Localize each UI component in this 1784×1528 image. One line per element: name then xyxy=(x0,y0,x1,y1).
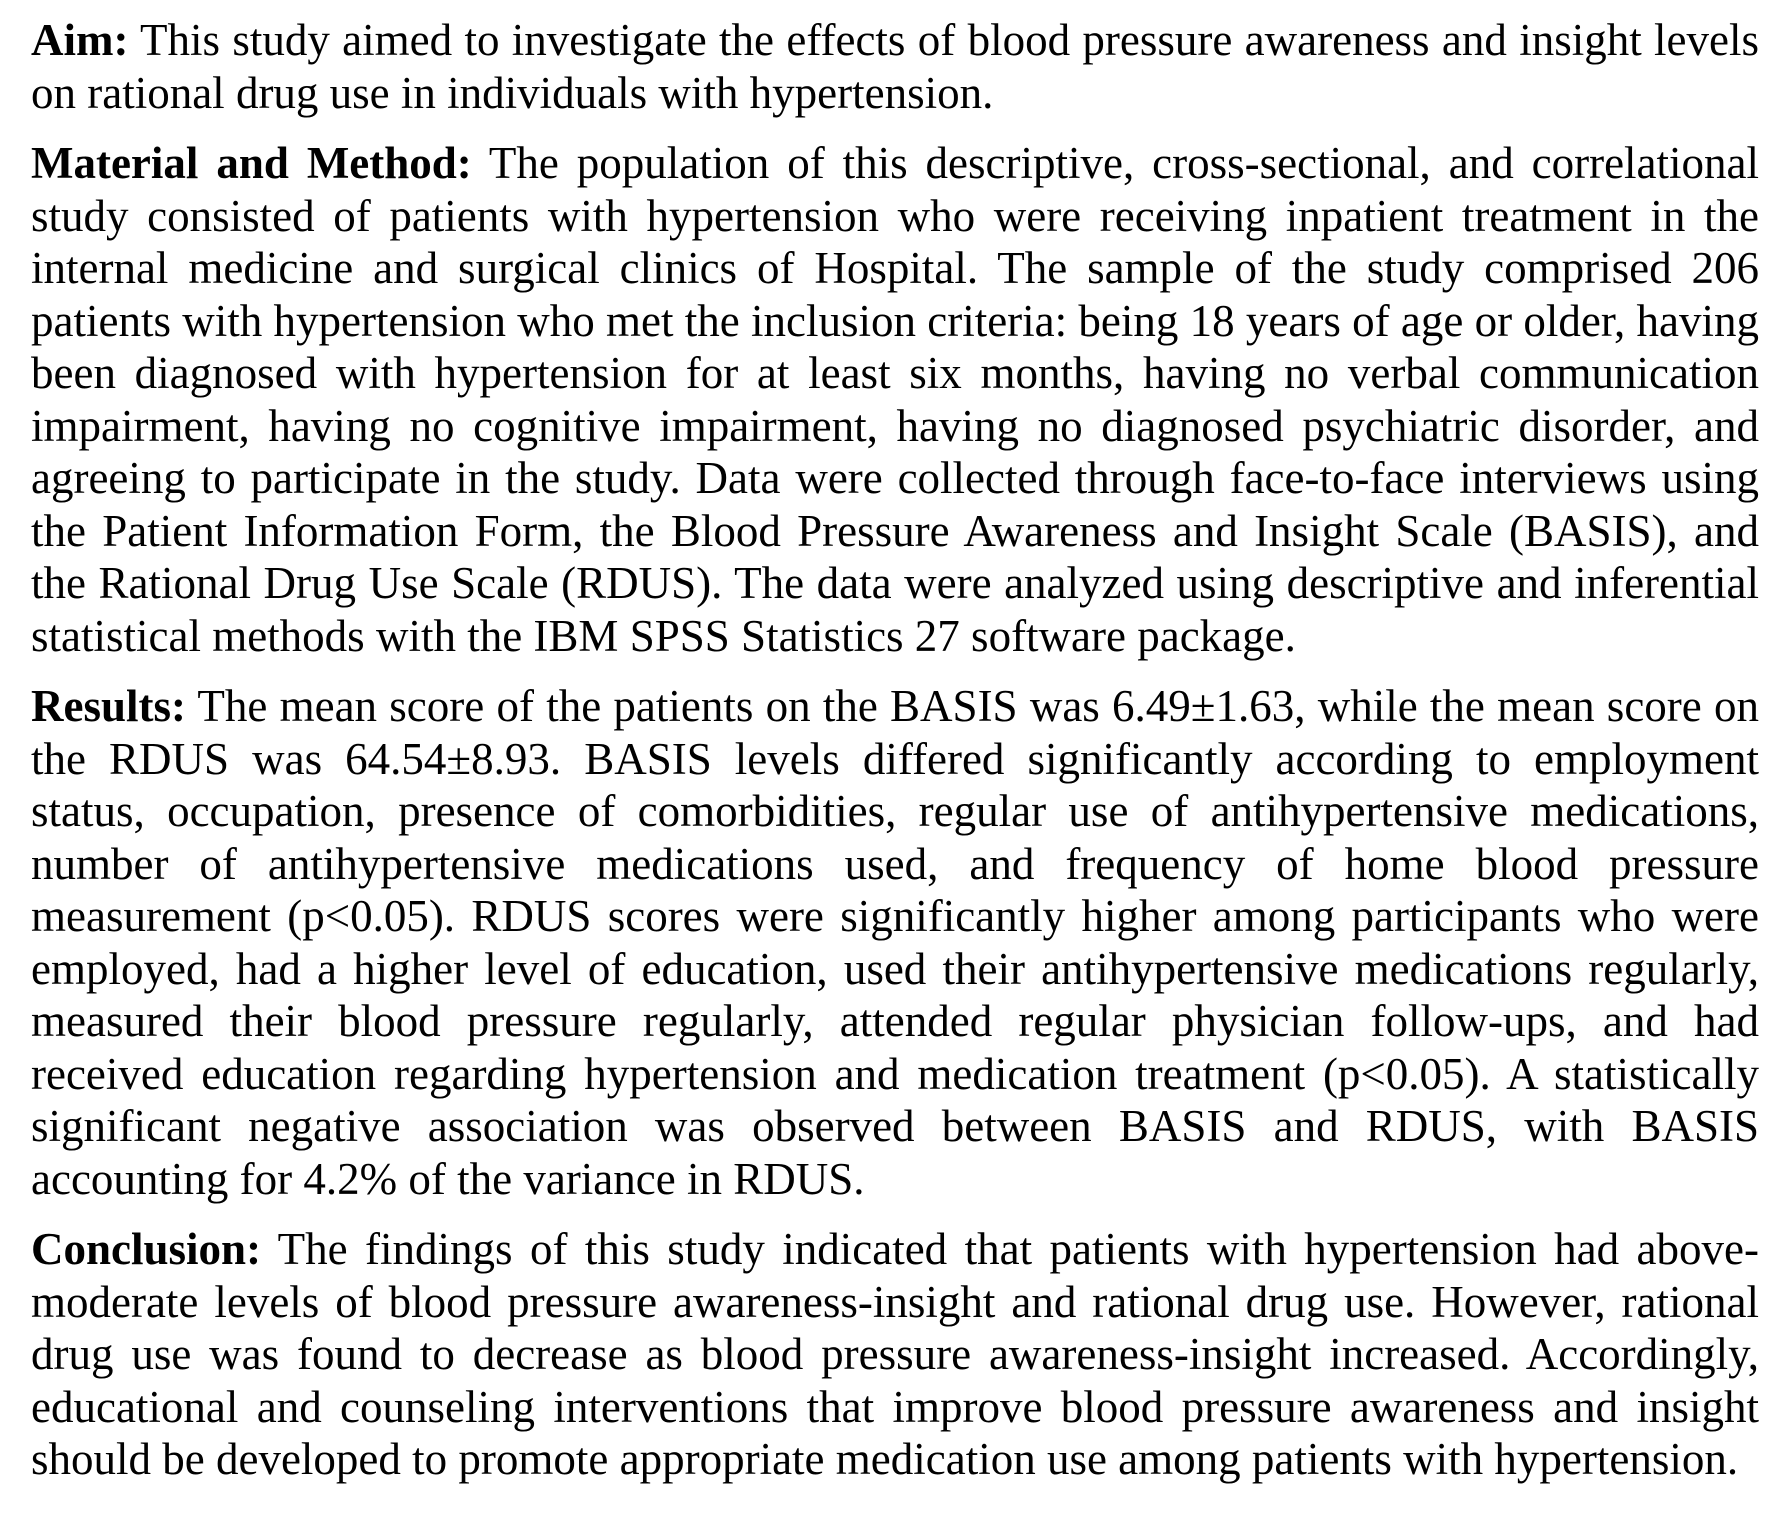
method-text: The population of this descriptive, cross-sectional, and correlational study consisted of patients with hypertension who were receiving inpatient treatment in the internal medicine and surgical clinics of Hospital. The sample of the study comprised 206 patients with hypertension who met the inclusion criteria: being 18 years of age or older, having been diagnosed with hypertension for at least six months, having no verbal communication impairment, having no cognitive impairment, having no diagnosed psychiatric disorder, and agreeing to participate in the study. Data were collected through face-to-face interviews using the Patient Information Form, the Blood Pressure Awareness and Insight Scale (BASIS), and the Rational Drug Use Scale (RDUS). The data were analyzed using descriptive and inferential statistical methods with the IBM SPSS Statistics 27 software package. xyxy=(31,138,1760,661)
results-paragraph xyxy=(31,680,1759,1205)
results-text: The mean score of the patients on the BASIS was 6.49±1.63, while the mean score on the RDUS was 64.54±8.93. BASIS levels differed significantly according to employment status, occupation, presence of comorbidities, regular use of antihypertensive medications, number of antihypertensive medications used, and frequency of home blood pressure measurement (p<0.05). RDUS scores were significantly higher among participants who were employed, had a higher level of education, used their antihypertensive medications regularly, measured their blood pressure regularly, attended regular physician follow-ups, and had received education regarding hypertension and medication treatment (p<0.05). A statistically significant negative association was observed between BASIS and RDUS, with BASIS accounting for 4.2% of the variance in RDUS. xyxy=(31,681,1759,1204)
method-label: Material and Method: xyxy=(31,138,472,188)
conclusion-label: Conclusion: xyxy=(31,1224,262,1274)
conclusion-paragraph xyxy=(31,1223,1759,1486)
abstract-body xyxy=(31,14,1759,1486)
aim-paragraph xyxy=(31,14,1759,119)
conclusion-text: The findings of this study indicated that patients with hypertension had above-moderate levels of blood pressure awareness-insight and rational drug use. However, rational drug use was found to decrease as blood pressure awareness-insight increased. Accordingly, educational and counseling interventions that improve blood pressure awareness and insight should be developed to promote appropriate medication use among patients with hypertension. xyxy=(31,1224,1759,1484)
aim-text: This study aimed to investigate the effects of blood pressure awareness and insight levels on rational drug use in individuals with hypertension. xyxy=(31,15,1759,118)
aim-label: Aim: xyxy=(31,15,129,65)
results-label: Results: xyxy=(31,681,186,731)
method-paragraph xyxy=(31,137,1759,662)
